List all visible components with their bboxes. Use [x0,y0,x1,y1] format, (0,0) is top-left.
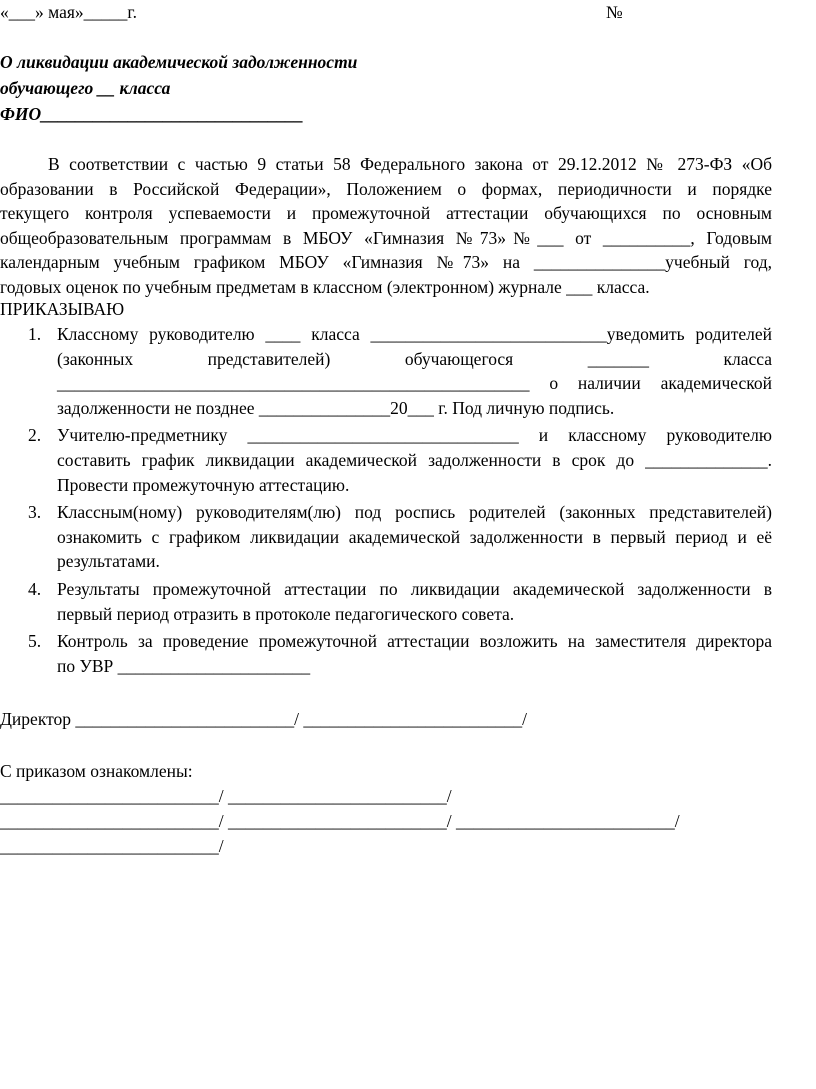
item-line: ______________________________________________________ о наличии академической [57,373,772,394]
item-line: Классным(ному) руководителям(лю) под роспись родителей (законных представителей) [57,502,772,523]
preamble-line: В соответствии с частью 9 статьи 58 Федерального закона от 29.12.2012 № 273-ФЗ «Об [48,154,772,174]
preamble-paragraph [0,152,772,300]
item-line: Результаты промежуточной аттестации по ликвидации академической задолженности в [57,578,772,599]
item-line: по УВР ______________________ [57,655,311,676]
title-line-1: О ликвидации академической задолженности [0,52,358,72]
acquainted-signature-line: _________________________/ _________________________/ _________________________/ [0,811,680,831]
list-item [28,629,772,678]
item-number: 5. [28,631,42,652]
title-line-2: обучающего __ класса [0,78,171,98]
preamble-line: общеобразовательным программам в МБОУ «Гимназия №73»№___ от __________, Годовым [0,227,772,248]
list-item [28,322,772,420]
item-number: 4. [28,578,42,599]
preamble-line: образовании в Российской Федерации», Положением о формах, периодичности и порядке [0,178,772,199]
director-signature-line: Директор _________________________/ _________________________/ [0,709,527,729]
item-line-part: представителей) [207,348,331,369]
order-items-list [28,322,772,678]
item-line: составить график ликвидации академической задолженности в срок до ______________. [57,449,772,470]
order-number-label: № [606,2,623,22]
list-item [28,500,772,574]
item-line: Учителю-предметнику _______________________________ и классному руководителю [57,425,772,446]
acquainted-signature-line: _________________________/ [0,836,224,856]
item-line [57,347,772,372]
list-item [28,577,772,626]
item-line-part: обучающегося [404,348,514,369]
item-line-part: (законных [57,348,134,369]
date-line: «___» мая»_____г. [0,2,137,22]
list-item [28,423,772,497]
acquainted-label: С приказом ознакомлены: [0,761,193,781]
item-number: 3. [28,502,42,523]
item-line: ознакомить с графиком ликвидации академической задолженности в первый период и её [57,526,772,547]
item-number: 2. [28,425,42,446]
item-line: результатами. [57,551,160,572]
item-line: Контроль за проведение промежуточной аттестации возложить на заместителя директора [57,631,772,652]
acquainted-signature-line: _________________________/ _________________________/ [0,786,452,806]
item-number: 1. [28,324,42,344]
item-line: Провести промежуточную аттестацию. [57,474,350,495]
item-line: задолженности не позднее _______________20___ г. Под личную подпись. [57,397,615,418]
item-line-part: _______ [587,348,649,369]
item-line: первый период отразить в протоколе педагогического совета. [57,603,515,624]
item-line-part: класса [723,348,772,369]
preamble-line: календарным учебным графиком МБОУ «Гимназия №73» на _______________учебный год, [0,252,772,273]
item-line: Классному руководителю ____ класса ___________________________уведомить родителей [57,324,772,344]
preamble-line: текущего контроля успеваемости и промежуточной аттестации обучающихся по основным [0,203,772,224]
title-line-3: ФИО______________________________ [0,104,304,124]
preamble-line: годовых оценок по учебным предметам в классном (электронном) журнале ___ класса. [0,276,650,297]
order-word: ПРИКАЗЫВАЮ [0,299,125,319]
